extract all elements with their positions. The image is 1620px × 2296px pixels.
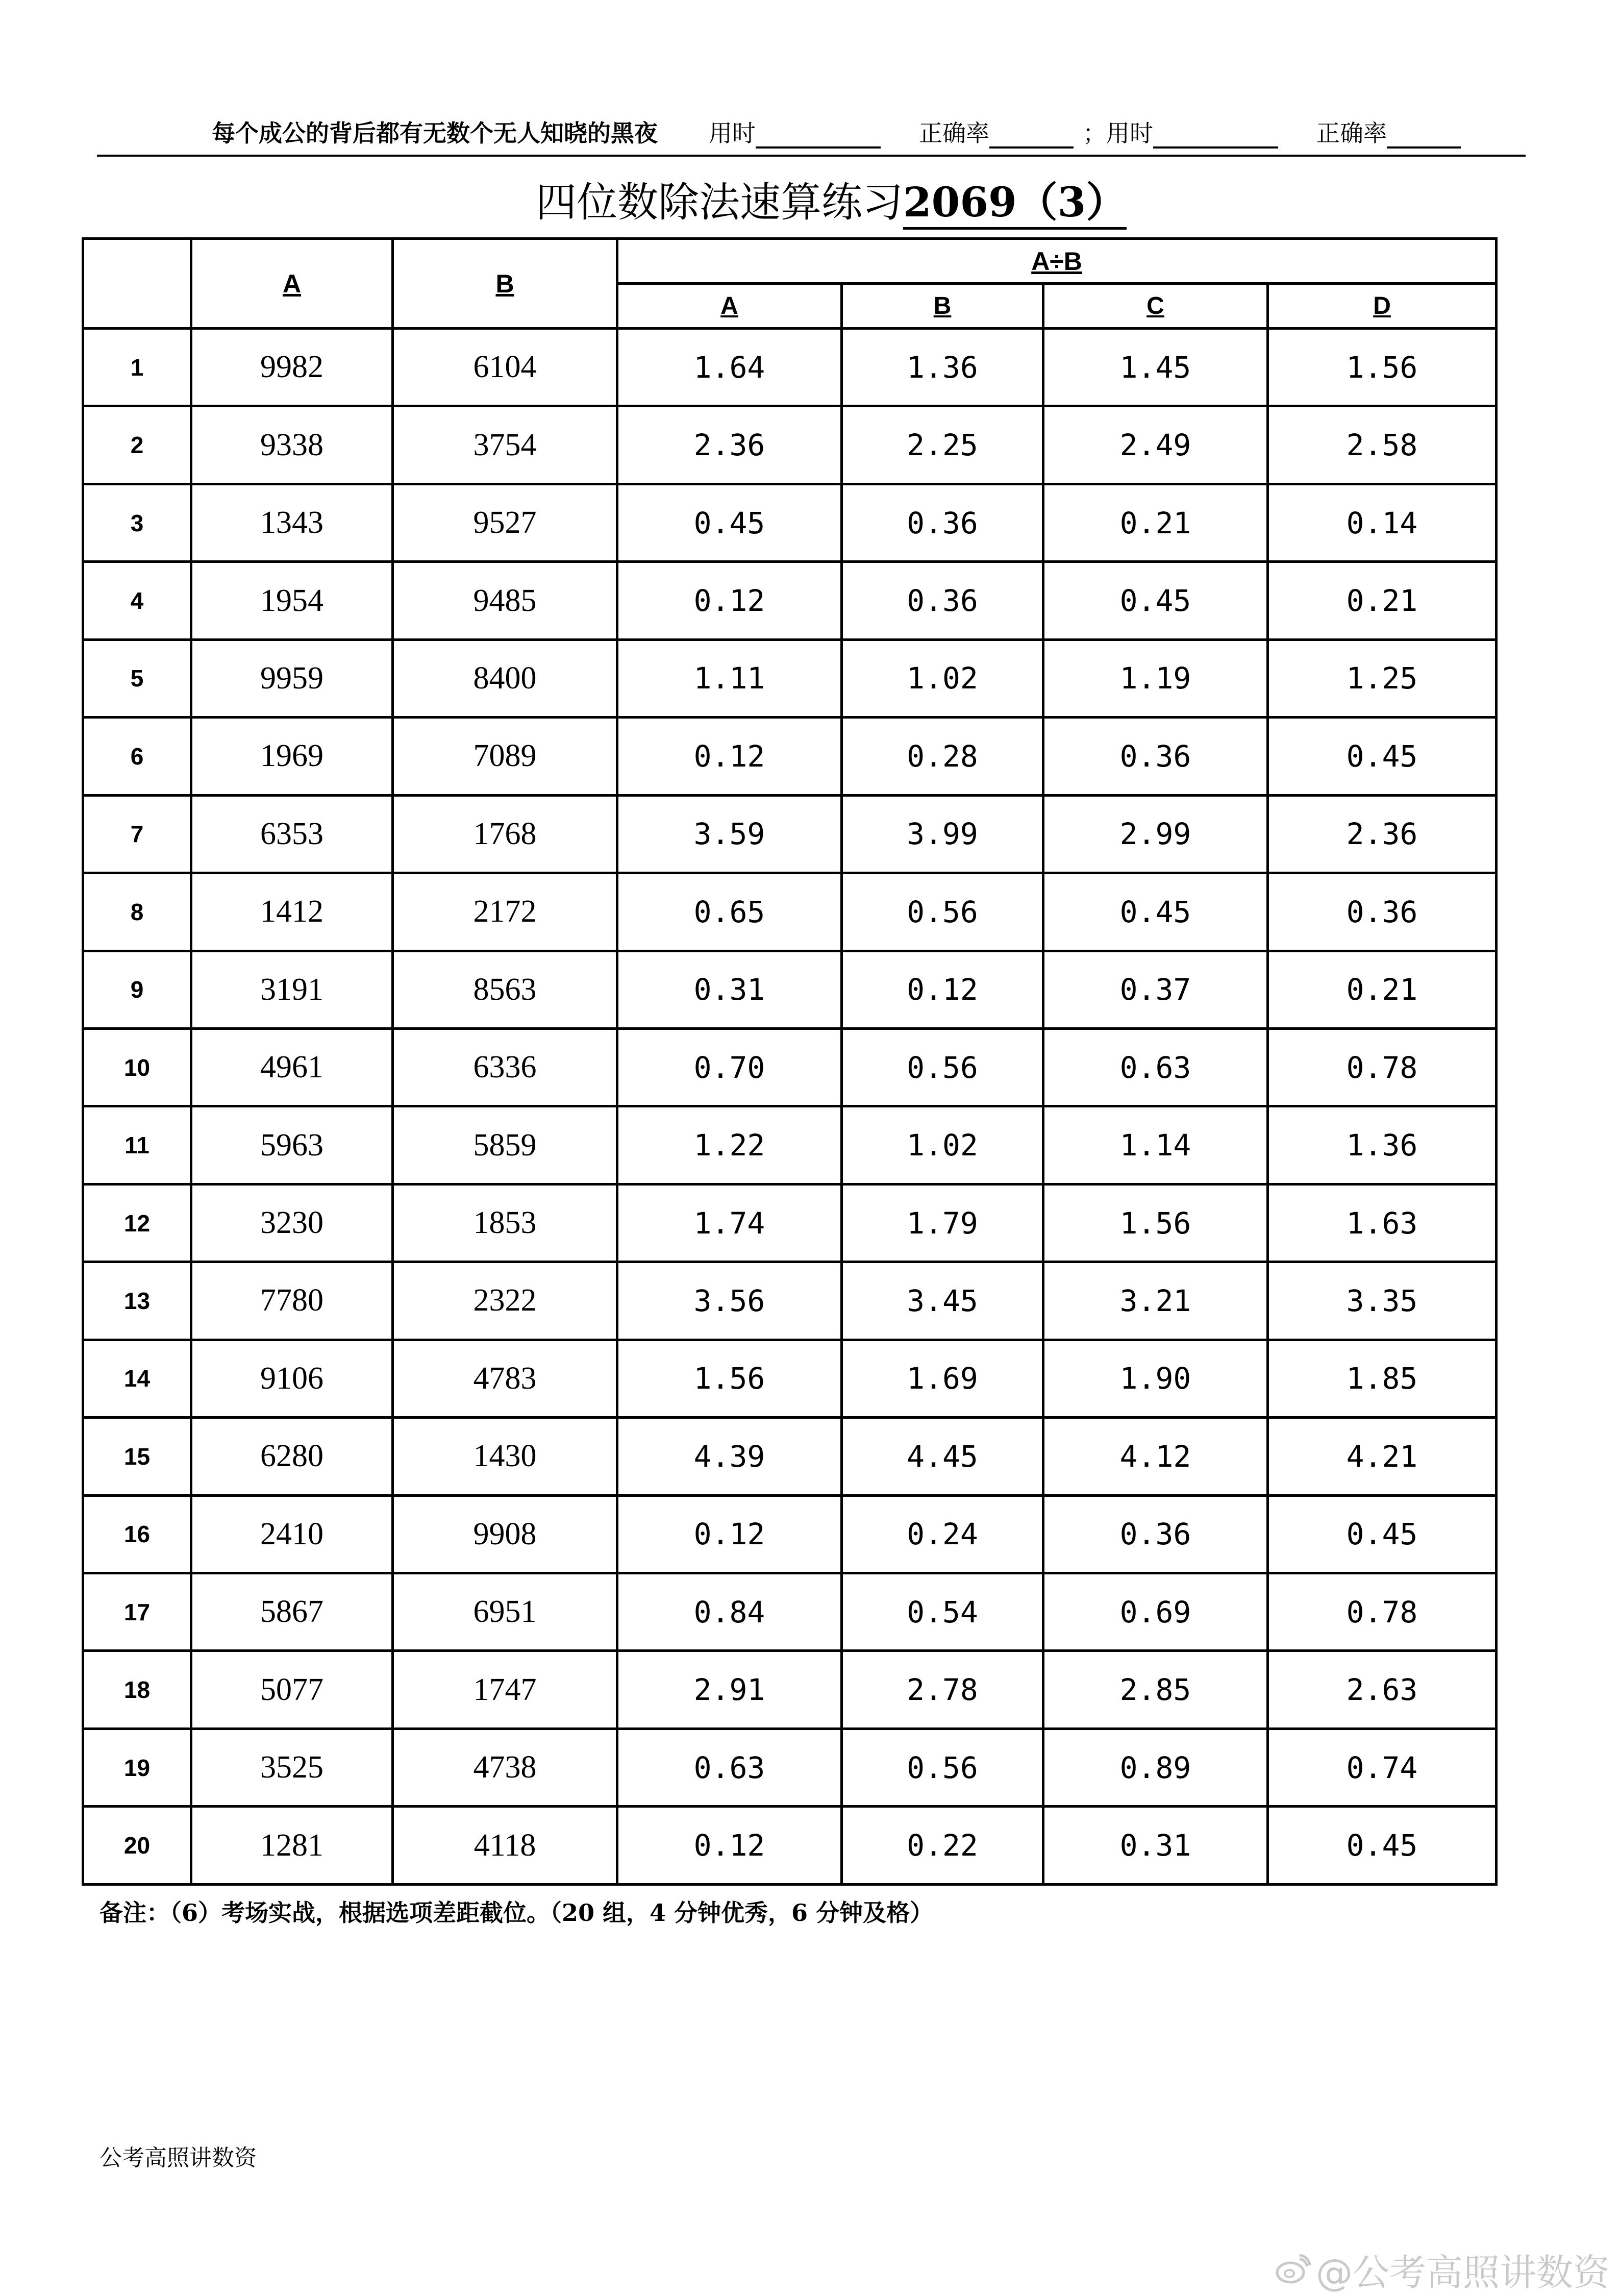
row-number: 4	[83, 562, 191, 639]
value-b: 6336	[393, 1028, 617, 1106]
time-field-2	[1083, 115, 1278, 149]
value-b: 5859	[393, 1106, 617, 1184]
option-b: 1.02	[842, 639, 1043, 717]
value-a: 1969	[191, 718, 393, 795]
option-d: 1.56	[1268, 329, 1497, 406]
value-a: 9982	[191, 329, 393, 406]
motto: 每个成公的背后都有无数个无人知晓的黑夜	[212, 119, 658, 147]
option-d: 0.45	[1268, 1495, 1497, 1573]
row-number: 10	[83, 1028, 191, 1106]
option-c: 0.63	[1043, 1028, 1268, 1106]
option-b: 0.56	[842, 873, 1043, 951]
accuracy-field-1	[919, 115, 1074, 149]
accuracy-blank-2[interactable]	[1387, 123, 1461, 149]
value-b: 4738	[393, 1729, 617, 1806]
row-number: 14	[83, 1340, 191, 1417]
row-number: 9	[83, 951, 191, 1028]
watermark	[1275, 2243, 1610, 2296]
row-number: 5	[83, 639, 191, 717]
table-row	[83, 562, 1497, 639]
option-b: 0.12	[842, 951, 1043, 1028]
value-a: 6353	[191, 795, 393, 873]
row-number: 3	[83, 484, 191, 561]
option-a: 0.70	[617, 1028, 842, 1106]
option-a: 1.64	[617, 329, 842, 406]
table-row	[83, 718, 1497, 795]
option-b: 0.36	[842, 562, 1043, 639]
value-a: 1412	[191, 873, 393, 951]
option-a: 0.12	[617, 562, 842, 639]
option-c: 0.31	[1043, 1807, 1268, 1885]
table-row	[83, 1340, 1497, 1417]
option-a: 2.91	[617, 1651, 842, 1729]
option-c: 0.45	[1043, 873, 1268, 951]
time-blank-2[interactable]	[1153, 123, 1278, 149]
option-d: 0.78	[1268, 1573, 1497, 1651]
option-d: 0.45	[1268, 718, 1497, 795]
option-c: 2.49	[1043, 406, 1268, 484]
option-c: 1.14	[1043, 1106, 1268, 1184]
row-number: 8	[83, 873, 191, 951]
value-a: 3191	[191, 951, 393, 1028]
header-a-div-b: A÷B	[617, 239, 1497, 284]
value-a: 5867	[191, 1573, 393, 1651]
value-b: 3754	[393, 406, 617, 484]
option-c: 0.45	[1043, 562, 1268, 639]
option-b: 3.99	[842, 795, 1043, 873]
value-b: 9908	[393, 1495, 617, 1573]
option-b: 0.56	[842, 1729, 1043, 1806]
table-row	[83, 329, 1497, 406]
option-b: 0.24	[842, 1495, 1043, 1573]
option-b: 0.36	[842, 484, 1043, 561]
option-d: 0.21	[1268, 562, 1497, 639]
row-number: 13	[83, 1262, 191, 1340]
option-d: 0.14	[1268, 484, 1497, 561]
accuracy-field-2	[1316, 115, 1461, 149]
table-row	[83, 1184, 1497, 1262]
row-number: 17	[83, 1573, 191, 1651]
option-a: 1.22	[617, 1106, 842, 1184]
option-c: 1.45	[1043, 329, 1268, 406]
option-b: 1.36	[842, 329, 1043, 406]
value-a: 7780	[191, 1262, 393, 1340]
option-b: 0.22	[842, 1807, 1043, 1885]
footer-author: 公考高照讲数资	[99, 2145, 257, 2171]
row-number: 6	[83, 718, 191, 795]
value-a: 6280	[191, 1418, 393, 1495]
option-d: 0.21	[1268, 951, 1497, 1028]
table-row	[83, 639, 1497, 717]
option-a: 0.84	[617, 1573, 842, 1651]
option-d: 1.36	[1268, 1106, 1497, 1184]
option-c: 0.89	[1043, 1729, 1268, 1806]
table-row	[83, 1028, 1497, 1106]
table-row	[83, 1807, 1497, 1885]
value-b: 1768	[393, 795, 617, 873]
value-a: 2410	[191, 1495, 393, 1573]
table-row	[83, 484, 1497, 561]
value-b: 2172	[393, 873, 617, 951]
table-body	[83, 329, 1497, 1885]
header-a: A	[191, 239, 393, 329]
option-c: 4.12	[1043, 1418, 1268, 1495]
option-d: 4.21	[1268, 1418, 1497, 1495]
option-c: 0.21	[1043, 484, 1268, 561]
option-a: 0.12	[617, 718, 842, 795]
row-number: 11	[83, 1106, 191, 1184]
value-a: 9106	[191, 1340, 393, 1417]
value-b: 8400	[393, 639, 617, 717]
value-b: 4118	[393, 1807, 617, 1885]
option-a: 0.45	[617, 484, 842, 561]
value-a: 3230	[191, 1184, 393, 1262]
option-a: 3.59	[617, 795, 842, 873]
option-a: 0.65	[617, 873, 842, 951]
option-d: 0.45	[1268, 1807, 1497, 1885]
table-row	[83, 1651, 1497, 1729]
option-header-b: B	[842, 284, 1043, 329]
option-a: 0.12	[617, 1807, 842, 1885]
page-title	[536, 169, 1127, 228]
title-code: 2069（3）	[903, 178, 1127, 230]
option-d: 2.63	[1268, 1651, 1497, 1729]
option-d: 1.63	[1268, 1184, 1497, 1262]
accuracy-label-1: 正确率	[919, 119, 989, 147]
option-c: 2.99	[1043, 795, 1268, 873]
value-b: 2322	[393, 1262, 617, 1340]
value-b: 4783	[393, 1340, 617, 1417]
value-a: 9338	[191, 406, 393, 484]
option-a: 4.39	[617, 1418, 842, 1495]
value-b: 7089	[393, 718, 617, 795]
option-header-a: A	[617, 284, 842, 329]
option-d: 2.58	[1268, 406, 1497, 484]
row-number: 19	[83, 1729, 191, 1806]
row-number: 18	[83, 1651, 191, 1729]
note: 备注：（6）考场实战，根据选项差距截位。（20 组，4 分钟优秀，6 分钟及格）	[99, 1899, 934, 1927]
title-text: 四位数除法速算练习	[536, 179, 903, 226]
table-row	[83, 795, 1497, 873]
option-b: 1.79	[842, 1184, 1043, 1262]
row-number: 12	[83, 1184, 191, 1262]
option-a: 1.11	[617, 639, 842, 717]
option-d: 2.36	[1268, 795, 1497, 873]
option-d: 0.74	[1268, 1729, 1497, 1806]
row-number: 2	[83, 406, 191, 484]
value-b: 9527	[393, 484, 617, 561]
option-a: 3.56	[617, 1262, 842, 1340]
row-number: 20	[83, 1807, 191, 1885]
option-a: 1.56	[617, 1340, 842, 1417]
value-b: 8563	[393, 951, 617, 1028]
option-c: 0.37	[1043, 951, 1268, 1028]
value-b: 1747	[393, 1651, 617, 1729]
option-c: 1.90	[1043, 1340, 1268, 1417]
option-d: 3.35	[1268, 1262, 1497, 1340]
value-a: 5077	[191, 1651, 393, 1729]
option-b: 1.69	[842, 1340, 1043, 1417]
watermark-text: @公考高照讲数资	[1315, 2251, 1610, 2294]
time-label-2: ；用时	[1083, 119, 1153, 147]
header-line	[97, 115, 1526, 157]
option-b: 2.78	[842, 1651, 1043, 1729]
option-b: 0.54	[842, 1573, 1043, 1651]
accuracy-label-2: 正确率	[1316, 119, 1387, 147]
option-c: 3.21	[1043, 1262, 1268, 1340]
option-a: 2.36	[617, 406, 842, 484]
option-b: 3.45	[842, 1262, 1043, 1340]
row-number: 1	[83, 329, 191, 406]
option-d: 0.78	[1268, 1028, 1497, 1106]
table-row	[83, 1573, 1497, 1651]
option-d: 0.36	[1268, 873, 1497, 951]
time-label-1: 用时	[709, 119, 756, 147]
value-b: 1853	[393, 1184, 617, 1262]
table-row	[83, 406, 1497, 484]
index-header	[83, 239, 191, 329]
option-c: 1.56	[1043, 1184, 1268, 1262]
value-a: 1954	[191, 562, 393, 639]
row-number: 7	[83, 795, 191, 873]
option-b: 0.28	[842, 718, 1043, 795]
value-a: 1281	[191, 1807, 393, 1885]
table-row	[83, 1262, 1497, 1340]
option-b: 2.25	[842, 406, 1043, 484]
header-b: B	[393, 239, 617, 329]
option-d: 1.25	[1268, 639, 1497, 717]
weibo-icon	[1275, 2254, 1311, 2285]
table-row	[83, 1418, 1497, 1495]
option-header-d: D	[1268, 284, 1497, 329]
option-c: 1.19	[1043, 639, 1268, 717]
option-b: 4.45	[842, 1418, 1043, 1495]
option-a: 0.12	[617, 1495, 842, 1573]
value-b: 9485	[393, 562, 617, 639]
value-b: 6104	[393, 329, 617, 406]
value-b: 1430	[393, 1418, 617, 1495]
option-b: 1.02	[842, 1106, 1043, 1184]
option-b: 0.56	[842, 1028, 1043, 1106]
option-c: 0.36	[1043, 1495, 1268, 1573]
option-c: 0.69	[1043, 1573, 1268, 1651]
time-field-1	[709, 115, 881, 149]
option-header-c: C	[1043, 284, 1268, 329]
exercise-table	[82, 237, 1498, 1886]
value-b: 6951	[393, 1573, 617, 1651]
accuracy-blank-1[interactable]	[989, 123, 1074, 149]
time-blank-1[interactable]	[756, 123, 881, 149]
option-c: 0.36	[1043, 718, 1268, 795]
value-a: 1343	[191, 484, 393, 561]
row-number: 15	[83, 1418, 191, 1495]
row-number: 16	[83, 1495, 191, 1573]
option-a: 1.74	[617, 1184, 842, 1262]
table-row	[83, 1729, 1497, 1806]
option-a: 0.63	[617, 1729, 842, 1806]
value-a: 4961	[191, 1028, 393, 1106]
table-row	[83, 873, 1497, 951]
value-a: 3525	[191, 1729, 393, 1806]
option-d: 1.85	[1268, 1340, 1497, 1417]
value-a: 9959	[191, 639, 393, 717]
option-a: 0.31	[617, 951, 842, 1028]
value-a: 5963	[191, 1106, 393, 1184]
option-c: 2.85	[1043, 1651, 1268, 1729]
table-row	[83, 1106, 1497, 1184]
table-row	[83, 951, 1497, 1028]
table-row	[83, 1495, 1497, 1573]
